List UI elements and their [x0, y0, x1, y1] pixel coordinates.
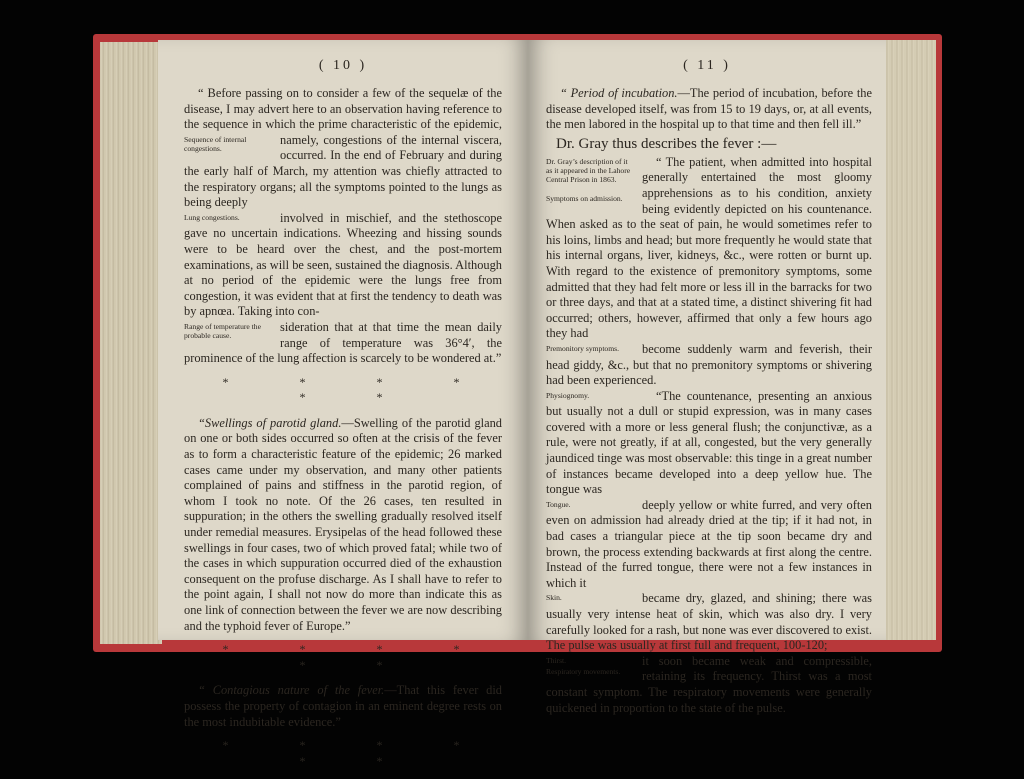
- paragraph-text: —That this fever did possess the property of contagion in an eminent degree rests on the most indubitable evidence.”: [184, 683, 502, 729]
- paragraph-text: “ Before passing on to consider a few of the sequelæ of the disease, I may advert here to an observation having reference to the sequence in which the prime characteristic of the epidemic, namely,: [184, 86, 502, 147]
- paragraph: [546, 86, 872, 133]
- margin-note: Range of temperature the probable cause.: [184, 321, 261, 340]
- paragraph-text: —Swelling of the parotid gland on one or both sides occurred so often at the crisis of the fever as to form a characteristic feature of the epidemic; 26 marked cases came under my observation, and many other patients complained of pains and stiffness in the parotid region, of whom I took no note. Of the 26 cases, ten resulted in suppuration; in the others the swelling gradually resolved itself under remedial measures. Erysipelas of the head followed these swellings in four cases, two of which proved fatal; while two of the cases in which suppuration occurred died of the exhaustion consequent on the profuse discharge. As I shall have to refer to the point again, I shall not now do more than indicate this as one link of connection between the fever we are now describing and the typhoid fever of Europe.”: [184, 415, 503, 633]
- paragraph-text: —The period of incubation, before the disease developed itself, was from 15 to 19 days, or, at all events, the men labored in the hospital up to that time and then fell ill.”: [546, 86, 872, 132]
- paragraph: [546, 591, 872, 653]
- paragraph: [546, 389, 872, 498]
- paragraph-text: became dry, glazed, and shining; there was usually very intense heat of skin, which was also dry. I very carefully looked for a rash, but none was ever discovered to exist. The pulse was usually at first full and frequent, 100-120;: [546, 591, 872, 653]
- page-body: [184, 86, 502, 779]
- paragraph-text: “The countenance, presenting an anxious but usually not a dull or stupid expression, was in many cases covered with a more or less general flush; the conjunctivæ, as a rule, were not greatly, if at all, congested, but the very generally jaundiced tinge was most observable: this tinge in a great number of instances became developed into a deep yellow hue. The tongue was: [546, 388, 872, 497]
- section-heading: Dr. Gray thus describes the fever :—: [556, 135, 777, 152]
- paragraph: [546, 155, 872, 342]
- paragraph: [184, 320, 502, 367]
- paragraph: [184, 416, 502, 634]
- margin-note: Sequence of internal congestions.: [184, 134, 247, 153]
- paragraph: [546, 498, 872, 592]
- margin-note: Premonitory symptoms.: [546, 343, 619, 353]
- margin-note: Dr. Gray’s description of it as it appeared in the Lahore Central Prison in 1863.: [546, 156, 631, 184]
- section-title: “Swellings of parotid gland.: [198, 415, 342, 430]
- left-page-edges: [100, 42, 162, 644]
- section-title: “ Period of incubation.: [560, 86, 678, 100]
- paragraph: [184, 683, 502, 730]
- section-divider: * * * * * *: [222, 738, 494, 768]
- margin-note: Physiognomy.: [546, 390, 590, 400]
- margin-note: Symptoms on admission.: [546, 193, 623, 203]
- paragraph: [184, 211, 502, 320]
- paragraph: [184, 86, 502, 211]
- page-number: ( 11 ): [683, 58, 731, 73]
- page-body: [546, 86, 872, 716]
- paragraph: [546, 654, 872, 716]
- right-page: [528, 40, 886, 715]
- paragraph-text: “ The patient, when admitted into hospital generally entertained the most gloomy apprehensions as to his condition, anxiety being evidently depicted on his countenance. When asked as to the seat of pain, he would sometimes refer to his loins, limbs and head; but more frequently he would state that his internal organs, liver, kidneys, &c., were rotten or burnt up. With regard to the existence of premonitory symptoms, some admitted that they had felt more or less ill in the barracks for two or three days, and that at a stated time, a distinct shivering fit had occurred; others, however, affirmed that only a few hours ago they had: [546, 154, 872, 341]
- margin-note: Tongue.: [546, 499, 571, 509]
- margin-note: Skin.: [546, 593, 562, 603]
- section-divider: * * * * * *: [222, 642, 494, 672]
- right-page-edges: [880, 40, 936, 640]
- margin-note: Lung congestions.: [184, 212, 240, 222]
- margin-note: Respiratory movements.: [546, 666, 621, 676]
- paragraph: [546, 342, 872, 389]
- paragraph-text: deeply yellow or white furred, and very often even on admission had already dried at the tip; if it had not, in bad cases a triangular piece at the tip soon became dry and brown, the process extending backwards at first along the centre. Instead of the furred tongue, there were not a few instances in which it: [546, 497, 872, 590]
- left-page: [158, 40, 528, 768]
- page-number: ( 10 ): [318, 58, 368, 73]
- section-divider: * * * * * *: [222, 374, 494, 405]
- margin-note: Thirst.: [546, 655, 567, 665]
- paragraph-text: involved in mischief, and the stethoscope gave no uncertain indications. Wheezing and hissing sounds were to be heard over the chest, and the post-mortem examinations, as will be seen, sustained the diagnosis. Although at no period of the epidemic were the lungs free from congestion, it was evident that at first the tendency to death was by apnœa. Taking into con-: [184, 210, 502, 319]
- paragraph-text: sideration that at that time the mean daily range of temperature was 36°4′, the prominence of the lung affection is scarcely to be wondered at.”: [184, 319, 502, 366]
- paragraph-text: congestions of the internal viscera, occurred. In the end of February and during the early half of March, my attention was chiefly attracted to the respiratory organs; all the symptoms pointed to the lungs as being deeply: [184, 132, 502, 210]
- paragraph-text: it soon became weak and compressible, retaining its frequency. Thirst was a most constant symptom. The respiratory movements were generally quickened in proportion to the state of the pulse.: [546, 653, 872, 715]
- section-title: “ Contagious nature of the fever.: [198, 683, 385, 698]
- paragraph-text: become suddenly warm and feverish, their head giddy, &c., but that no premonitory symptoms or shivering had been experienced.: [546, 341, 872, 388]
